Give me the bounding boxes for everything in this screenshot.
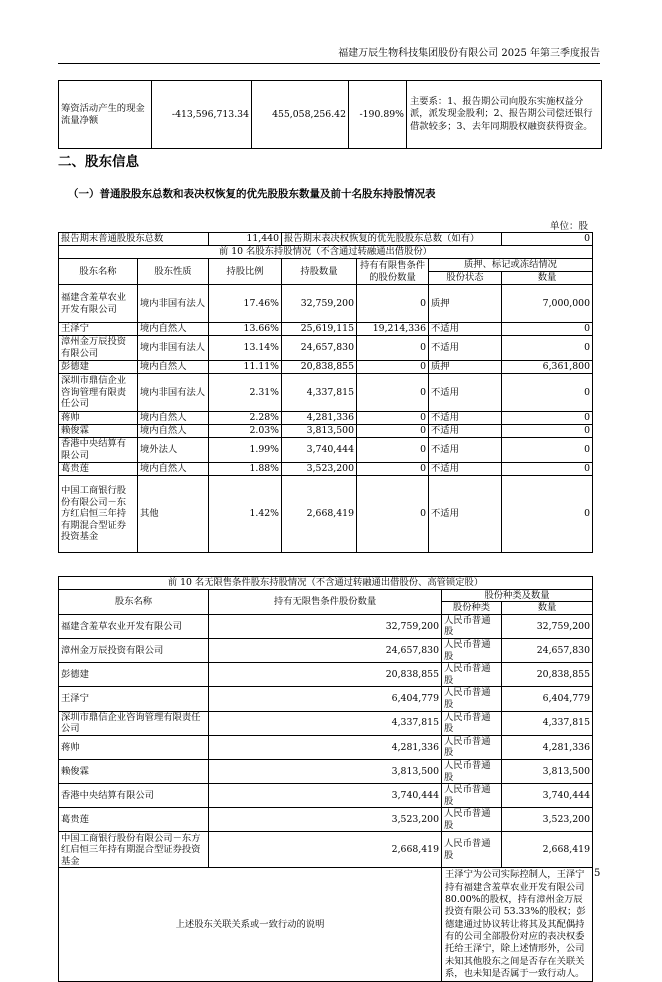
common-holders-value: 11,440 xyxy=(209,233,282,246)
page-number: 5 xyxy=(594,868,601,879)
shareholder-name: 赖俊霖 xyxy=(59,425,138,438)
unr-shareholder-name: 蒋帅 xyxy=(59,735,209,759)
restricted-shares: 0 xyxy=(357,476,429,553)
unr-shareholder-name: 香港中央结算有限公司 xyxy=(59,784,209,808)
share-type: 人民币普通股 xyxy=(442,614,502,638)
table-row xyxy=(59,81,602,149)
shareholding-ratio: 2.03% xyxy=(209,425,282,438)
pledge-quantity: 0 xyxy=(502,476,593,553)
table-row xyxy=(59,374,593,412)
unr-shares-quantity: 3,813,500 xyxy=(209,759,442,783)
unr-shares-quantity: 32,759,200 xyxy=(209,614,442,638)
share-amount: 3,523,200 xyxy=(502,808,593,832)
shareholder-nature: 境内自然人 xyxy=(138,425,209,438)
restricted-shares: 19,214,336 xyxy=(357,323,429,336)
restricted-shares: 0 xyxy=(357,425,429,438)
share-amount: 32,759,200 xyxy=(502,614,593,638)
table-row xyxy=(59,759,593,783)
table-row xyxy=(59,323,593,336)
shareholding-ratio: 11.11% xyxy=(209,361,282,374)
col-header-unr-qty: 持有无限售条件股份数量 xyxy=(209,589,442,614)
table-row xyxy=(59,336,593,361)
share-type: 人民币普通股 xyxy=(442,832,502,868)
pledge-status: 不适用 xyxy=(429,476,502,553)
pledge-status: 不适用 xyxy=(429,412,502,425)
col-header-pledge-qty: 数量 xyxy=(502,272,593,285)
shareholding-ratio: 17.46% xyxy=(209,285,282,323)
shareholding-quantity: 4,281,336 xyxy=(282,412,357,425)
table-row xyxy=(59,285,593,323)
table-row xyxy=(59,425,593,438)
unr-shares-quantity: 24,657,830 xyxy=(209,638,442,662)
share-amount: 2,668,419 xyxy=(502,832,593,868)
shareholder-name: 蒋帅 xyxy=(59,412,138,425)
section-title: 二、股东信息 xyxy=(58,154,139,170)
col-header-pledge-group: 质押、标记或冻结情况 xyxy=(429,259,593,272)
shareholding-ratio: 1.42% xyxy=(209,476,282,553)
pledge-quantity: 0 xyxy=(502,425,593,438)
shareholding-ratio: 1.99% xyxy=(209,438,282,463)
shareholding-quantity: 20,838,855 xyxy=(282,361,357,374)
relation-label: 上述股东关联关系或一致行动的说明 xyxy=(59,868,442,982)
shareholder-name: 葛贵莲 xyxy=(59,463,138,476)
table-row xyxy=(59,463,593,476)
shareholder-name: 彭德建 xyxy=(59,361,138,374)
unrestricted-title: 前 10 名无限售条件股东持股情况（不含通过转融通出借股份、高管锁定股） xyxy=(59,577,593,590)
share-type: 人民币普通股 xyxy=(442,784,502,808)
shareholding-quantity: 25,619,115 xyxy=(282,323,357,336)
shareholding-quantity: 2,668,419 xyxy=(282,476,357,553)
unrestricted-shareholders-table xyxy=(58,576,593,982)
unr-shares-quantity: 6,404,779 xyxy=(209,687,442,711)
unr-shares-quantity: 2,668,419 xyxy=(209,832,442,868)
share-amount: 6,404,779 xyxy=(502,687,593,711)
restricted-shares: 0 xyxy=(357,438,429,463)
pledge-quantity: 0 xyxy=(502,412,593,425)
pledge-status: 质押 xyxy=(429,285,502,323)
shareholding-quantity: 3,813,500 xyxy=(282,425,357,438)
col-header-unr-type: 股份种类 xyxy=(442,602,502,615)
col-header-unr-amount: 数量 xyxy=(502,602,593,615)
shareholding-quantity: 3,740,444 xyxy=(282,438,357,463)
table-row xyxy=(59,476,593,553)
shareholder-nature: 境内自然人 xyxy=(138,412,209,425)
pledge-status: 不适用 xyxy=(429,438,502,463)
col-header-ratio: 持股比例 xyxy=(209,259,282,285)
pledge-quantity: 0 xyxy=(502,374,593,412)
col-header-pledge-status: 股份状态 xyxy=(429,272,502,285)
pledge-status: 不适用 xyxy=(429,323,502,336)
shareholder-name: 漳州金万辰投资有限公司 xyxy=(59,336,138,361)
table-row xyxy=(59,735,593,759)
share-type: 人民币普通股 xyxy=(442,808,502,832)
restricted-shares: 0 xyxy=(357,361,429,374)
unr-shares-quantity: 3,740,444 xyxy=(209,784,442,808)
unr-shares-quantity: 4,337,815 xyxy=(209,711,442,735)
restricted-shares: 0 xyxy=(357,336,429,361)
pledge-status: 不适用 xyxy=(429,374,502,412)
shareholder-nature: 境内自然人 xyxy=(138,361,209,374)
col-header-name: 股东名称 xyxy=(59,259,138,285)
shareholder-nature: 其他 xyxy=(138,476,209,553)
table-row xyxy=(59,412,593,425)
unr-shareholder-name: 赖俊霖 xyxy=(59,759,209,783)
unr-shareholder-name: 中国工商银行股份有限公司－东方红启恒三年持有期混合型证券投资基金 xyxy=(59,832,209,868)
restricted-shares: 0 xyxy=(357,374,429,412)
pledge-quantity: 7,000,000 xyxy=(502,285,593,323)
shareholder-nature: 境外法人 xyxy=(138,438,209,463)
share-amount: 24,657,830 xyxy=(502,638,593,662)
restricted-shares: 0 xyxy=(357,412,429,425)
shareholding-ratio: 13.66% xyxy=(209,323,282,336)
pledge-quantity: 6,361,800 xyxy=(502,361,593,374)
unr-shareholder-name: 漳州金万辰投资有限公司 xyxy=(59,638,209,662)
table-row xyxy=(59,614,593,638)
cashflow-previous: 455,058,256.42 xyxy=(252,81,349,149)
unr-shareholder-name: 彭德建 xyxy=(59,663,209,687)
pledge-quantity: 0 xyxy=(502,463,593,476)
restricted-shares: 0 xyxy=(357,463,429,476)
relation-text: 王泽宁为公司实际控制人，王泽宁持有福建含羞草农业开发有限公司 80.00%的股权，持有漳州金万辰投资有限公司 53.33%的股权；彭德建通过协议转让将其及其配偶持有的公司全部股份对应的表决权委托给王泽宁，除上述情形外，公司未知其他股东之间是否存在关联关系，也未知是否属于一致行动人。 xyxy=(442,868,593,982)
share-type: 人民币普通股 xyxy=(442,711,502,735)
subsection-title: （一）普通股股东总数和表决权恢复的优先股股东数量及前十名股东持股情况表 xyxy=(68,188,436,200)
unr-shareholder-name: 王泽宁 xyxy=(59,687,209,711)
table-row xyxy=(59,808,593,832)
share-amount: 20,838,855 xyxy=(502,663,593,687)
shareholding-quantity: 24,657,830 xyxy=(282,336,357,361)
col-header-unr-group: 股份种类及数量 xyxy=(442,589,593,602)
shareholder-name: 香港中央结算有限公司 xyxy=(59,438,138,463)
unit-label: 单位：股 xyxy=(549,221,588,232)
col-header-quantity: 持股数量 xyxy=(282,259,357,285)
share-amount: 3,813,500 xyxy=(502,759,593,783)
shareholder-nature: 境内非国有法人 xyxy=(138,285,209,323)
table-row xyxy=(59,361,593,374)
pledge-quantity: 0 xyxy=(502,323,593,336)
restricted-shares: 0 xyxy=(357,285,429,323)
table-row xyxy=(59,832,593,868)
pledge-status: 不适用 xyxy=(429,336,502,361)
share-type: 人民币普通股 xyxy=(442,735,502,759)
pledge-quantity: 0 xyxy=(502,336,593,361)
share-amount: 4,337,815 xyxy=(502,711,593,735)
cashflow-label: 筹资活动产生的现金流量净额 xyxy=(59,81,152,149)
shareholder-nature: 境内非国有法人 xyxy=(138,374,209,412)
header-divider xyxy=(58,63,600,64)
cashflow-table xyxy=(58,80,602,149)
cashflow-reason: 主要系：1、报告期公司向股东实施权益分派，派发现金股利；2、报告期公司偿还银行借款较多；3、去年同期股权融资获得资金。 xyxy=(407,81,602,149)
shareholding-ratio: 13.14% xyxy=(209,336,282,361)
table-row xyxy=(59,638,593,662)
top10-shareholders-table xyxy=(58,232,593,553)
top10-title: 前 10 名股东持股情况（不含通过转融通出借股份） xyxy=(59,246,593,259)
share-type: 人民币普通股 xyxy=(442,687,502,711)
unr-shareholder-name: 福建含羞草农业开发有限公司 xyxy=(59,614,209,638)
share-type: 人民币普通股 xyxy=(442,638,502,662)
shareholding-quantity: 32,759,200 xyxy=(282,285,357,323)
preferred-holders-label: 报告期末表决权恢复的优先股股东总数（如有） xyxy=(282,233,502,246)
pledge-status: 不适用 xyxy=(429,425,502,438)
shareholder-nature: 境内自然人 xyxy=(138,323,209,336)
col-header-unr-name: 股东名称 xyxy=(59,589,209,614)
shareholder-name: 深圳市鼎信企业咨询管理有限责任公司 xyxy=(59,374,138,412)
table-row xyxy=(59,663,593,687)
unr-shares-quantity: 4,281,336 xyxy=(209,735,442,759)
unr-shareholder-name: 深圳市鼎信企业咨询管理有限责任公司 xyxy=(59,711,209,735)
col-header-nature: 股东性质 xyxy=(138,259,209,285)
share-type: 人民币普通股 xyxy=(442,759,502,783)
preferred-holders-value: 0 xyxy=(502,233,593,246)
shareholding-quantity: 3,523,200 xyxy=(282,463,357,476)
table-row xyxy=(59,687,593,711)
shareholder-nature: 境内非国有法人 xyxy=(138,336,209,361)
shareholder-nature: 境内自然人 xyxy=(138,463,209,476)
summary-row xyxy=(59,233,593,246)
table-row xyxy=(59,784,593,808)
unr-shares-quantity: 20,838,855 xyxy=(209,663,442,687)
share-type: 人民币普通股 xyxy=(442,663,502,687)
shareholding-ratio: 2.28% xyxy=(209,412,282,425)
table-row xyxy=(59,438,593,463)
cashflow-current: -413,596,713.34 xyxy=(152,81,252,149)
unr-shareholder-name: 葛贵莲 xyxy=(59,808,209,832)
share-amount: 3,740,444 xyxy=(502,784,593,808)
shareholder-name: 福建含羞草农业开发有限公司 xyxy=(59,285,138,323)
pledge-status: 不适用 xyxy=(429,463,502,476)
common-holders-label: 报告期末普通股股东总数 xyxy=(59,233,209,246)
unr-shares-quantity: 3,523,200 xyxy=(209,808,442,832)
shareholder-name: 中国工商银行股份有限公司－东方红启恒三年持有期混合型证券投资基金 xyxy=(59,476,138,553)
col-header-restricted: 持有有限售条件的股份数量 xyxy=(357,259,429,285)
pledge-status: 质押 xyxy=(429,361,502,374)
shareholding-quantity: 4,337,815 xyxy=(282,374,357,412)
shareholding-ratio: 2.31% xyxy=(209,374,282,412)
shareholding-ratio: 1.88% xyxy=(209,463,282,476)
shareholder-name: 王泽宁 xyxy=(59,323,138,336)
page-header: 福建万辰生物科技集团股份有限公司 2025 年第三季度报告 xyxy=(338,48,600,59)
relation-row xyxy=(59,868,593,982)
cashflow-change: -190.89% xyxy=(349,81,407,149)
table-row xyxy=(59,711,593,735)
pledge-quantity: 0 xyxy=(502,438,593,463)
share-amount: 4,281,336 xyxy=(502,735,593,759)
